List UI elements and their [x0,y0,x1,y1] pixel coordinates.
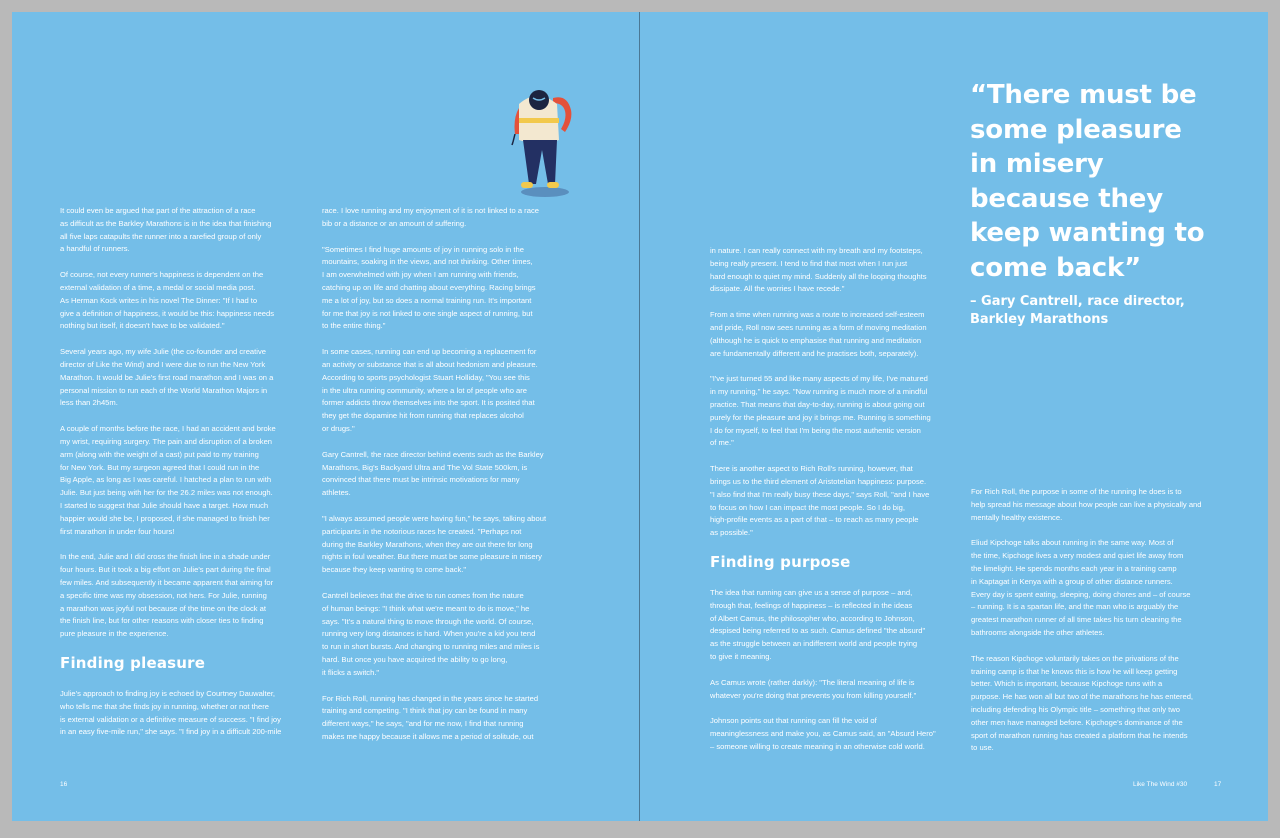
body-paragraph: As Camus wrote (rather darkly): "The literal meaning of life is whatever you're doing that prevents you from killing yourself." [710,677,917,700]
body-paragraph: In the end, Julie and I did cross the finish line in a shade under four hours. But it took a big effort on Julie's part during the final few miles. And subsequently it became apparent that aiming for a specific time was my obsession, not hers. For Julie, running a marathon was joyful not because of the time on the clock at the finish line, but for other reasons with closer ties to finding pure pleasure in the experience. [60,552,274,639]
left-page-number: 16 [60,781,68,788]
body-paragraph: Eliud Kipchoge talks about running in the same way. Most of the time, Kipchoge lives a very modest and quiet life away from the limelight. He spends months each year in a training camp in Kaptagat in Kenya with a group of other distance runners. Every day is spent eating, sleeping, doing chores and – of course – running. It is a spartan life, and the man who is arguably the greatest marathon runner of all time takes his turn cleaning the bathrooms alongside the other athletes. [971,538,1191,637]
right-column-1 [710,245,956,767]
section-heading: Finding pleasure [60,653,206,672]
body-paragraph: Gary Cantrell, the race director behind events such as the Barkley Marathons, Big's Backyard Ultra and The Vol State 500km, is convinced that there must be intrinsic motivations for many athletes. [322,449,544,498]
body-paragraph: "Sometimes I find huge amounts of joy in running solo in the mountains, soaking in the views, and not thinking. Other times, I am overwhelmed with joy when I am running with friends, catching up on life and chatting about everything. Racing brings me a lot of joy, but so does a normal training run. It's important for me that joy is not linked to one single aspect of running, but to the entire thing." [322,244,536,331]
body-paragraph: For Rich Roll, the purpose in some of the running he does is to help spread his message about how people can live a physically and mentally healthy existence. [971,487,1202,522]
pull-quote-block [970,78,1230,329]
body-paragraph: Of course, not every runner's happiness is dependent on the external validation of a time, a medal or social media post. As Herman Kock writes in his novel The Dinner: "If I had to give a definition of happiness, it would be this: happiness needs nothing but itself, it doesn't have to be validated." [60,270,275,331]
body-paragraph: In some cases, running can end up becoming a replacement for an activity or substance that is all about hedonism and pleasure. According to sports psychologist Stuart Holliday, "You see this in the ultra running community, where a lot of people who are former addicts throw themselves into the sport. It is posited that they get the dopamine hit from running that replaces alcohol or drugs." [322,347,538,433]
body-paragraph: Julie's approach to finding joy is echoed by Courtney Dauwalter, who tells me that she finds joy in running, whether or not there is external validation or a definitive measure of success. "I find joy in an easy five-mile run," she says. "I find joy in a difficult 200-mile [60,688,282,737]
body-paragraph: Several years ago, my wife Julie (the co-founder and creative director of Like the Wind) and I were due to run the New York Marathon. It would be Julie's first road marathon and I was on a personal mission to run each of the World Marathon Majors in less than 2h45m. [60,347,274,408]
right-page-number: 17 [1214,781,1222,788]
page-gutter [639,12,640,821]
body-paragraph: There is another aspect to Rich Roll's running, however, that brings us to the third element of Aristotelian happiness: purpose. "I also find that I'm really busy these days," says Roll, "and I have to focus on how I can impact the most people. So I do big, high-profile events as a part of that – to reach as many people as possible." [710,464,930,538]
body-paragraph: "I always assumed people were having fun," he says, talking about participants in the notorious races he created. "Perhaps not during the Barkley Marathons, when they are out there for long nights in foul weather. But there must be some pleasure in misery because they keep wanting to come back." [322,513,547,575]
body-paragraph: The reason Kipchoge voluntarily takes on the privations of the training camp is that he knows this is how he will keep getting better. Which is important, because Kipchoge runs with a purpose. He has won all but two of the marathons he has entered, including defending his Olympic title – something that only two other men have managed before. Kipchoge's dominance of the sport of marathon running has created a platform that he intends to use. [971,653,1194,753]
left-column-1 [60,205,306,752]
pull-quote: “There must be some pleasure in misery because they keep wanting to come back” [970,80,1205,283]
body-paragraph: From a time when running was a route to increased self-esteem and pride, Roll now sees running as a form of moving meditation (although he is quick to emphasise that running and meditation are fundamentally different and he practises both, separately). [710,310,927,358]
body-paragraph: The idea that running can give us a sense of purpose – and, through that, feelings of happiness – is reflected in the ideas of Albert Camus, the philosopher who, according to Johnson, despised being referred to as such. Camus defined "the absurd" as the struggle between an indifferent world and people trying to give it meaning. [710,587,926,661]
section-heading: Finding purpose [710,552,851,571]
body-paragraph: It could even be argued that part of the attraction of a race as difficult as the Barkley Marathons is in the idea that finishing all five laps catapults the runner into a rarefied group of only a handful of runners. [60,206,272,254]
body-paragraph: A couple of months before the race, I had an accident and broke my wrist, requiring surgery. The pain and disruption of a broken arm (along with the weight of a cast) put paid to my training for New York. But my surgeon agreed that I could run in the Big Apple, as long as I was careful. I hatched a plan to run with Julie. But just being with her for the 26.2 miles was not enough. I started to suggest that Julie should have a target. How much happier would she be, I proposed, if she managed to finish her first marathon in under four hours! [60,424,276,536]
body-paragraph: in nature. I can really connect with my breath and my footsteps, being really present. I tend to find that most when I run just hard enough to quiet my mind. Suddenly all the looping thoughts dissipate. All the worries I have recede." [710,246,927,294]
body-paragraph: Cantrell believes that the drive to run comes from the nature of human beings: "I think what we're meant to do is move," he says. "It's a natural thing to move through the world. Of course, running very long distances is hard. When you're a kid you tend to run in short bursts. And changing to running miles and miles is hard. But once you have acquired the ability to go long, it flicks a switch." [322,590,540,677]
bent-over-runner-illustration [505,84,581,200]
body-paragraph: "I've just turned 55 and like many aspects of my life, I've matured in my running," he says. "Now running is much more of a mindful practice. That means that day-to-day, running is about going out purely for the pleasure and joy it brings me. Running is something I do for myself, to feel that I'm being the most authentic version of me." [710,374,931,448]
right-column-2 [971,486,1223,768]
body-paragraph: For Rich Roll, running has changed in the years since he started training and competing. "I think that joy can be found in many different ways," he says, "and for me now, I find that running makes me happy because it allows me a period of solitude, out [322,693,539,741]
body-paragraph: Johnson points out that running can fill the void of meaninglessness and make you, as Camus said, an "Absurd Hero" – someone willing to create meaning in an otherwise cold world. [710,716,936,751]
left-column-2 [322,205,572,757]
right-folio-title: Like The Wind #30 [1133,781,1188,788]
pull-quote-attribution: – Gary Cantrell, race director, Barkley Marathons [970,294,1185,327]
body-paragraph: race. I love running and my enjoyment of it is not linked to a race bib or a distance or an amount of suffering. [322,206,539,228]
